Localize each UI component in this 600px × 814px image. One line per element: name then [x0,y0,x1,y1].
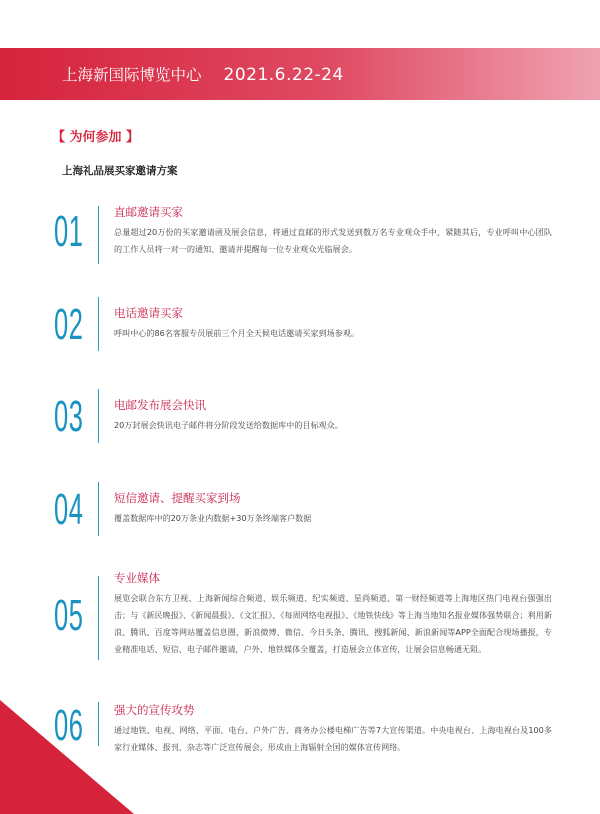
section-title: 【 为何参加 】 [52,130,140,145]
red-triangle-shape [0,700,134,814]
event-date: 2021.6.22-24 [223,65,344,85]
item-description: 呼叫中心的86名客服专员展前三个月全天候电话邀请买家到场参观。 [114,328,360,338]
item-description: 总量超过20万份的买家邀请函及展会信息，将通过直邮的形式发送到数万名专业观众手中，紧随其后，专业呼叫中心团队的工作人员将一对一的通知、邀请并提醒每一位专业观众光临展会。 [114,227,552,254]
item-description: 展览会联合东方卫视、上海新闻综合频道、娱乐频道、纪实频道、星尚频道、第一财经频道等上海地区热门电视台强强出击；与《新民晚报》、《新闻晨报》、《文汇报》、《每周网络电视报》、《地铁快线》等上海当地知名报业媒体强势联合；利用新浪、腾讯、百度等网站覆盖信息圈，新浪微博、微信、今日头条、腾讯、搜狐新闻、新浪新闻等APP全面配合现场播报，专业精准电话、短信、电子邮件邀请，户外、地铁媒体全覆盖，打造展会立体宣传，让展会信息畅通无阻。 [114,593,552,654]
item-title: 电邮发布展会快讯 [114,398,206,412]
item-description: 20万封展会快讯电子邮件将分阶段发送给数据库中的目标观众。 [114,420,343,430]
item-title: 电话邀请买家 [114,306,183,320]
item-number: 06 [54,701,84,750]
item-title: 短信邀请、提醒买家到场 [114,491,241,505]
item-title: 直邮邀请买家 [114,205,183,219]
item-number: 05 [54,591,84,640]
subtitle: 上海礼品展买家邀请方案 [62,165,178,177]
item-description: 通过地铁、电视、网络、平面、电台、户外广告、商务办公楼电梯广告等7大宣传渠道。中央电视台、上海电视台及100多家行业媒体、报刊、杂志等广泛宣传展会，形成由上海辐射全国的媒体宣传网络。 [114,725,552,752]
item-number: 04 [54,485,84,534]
venue-name: 上海新国际博览中心 [62,66,202,84]
item-number: 01 [54,207,84,256]
item-description: 覆盖数据库中的20万条业内数据+30万条终端客户数据 [114,513,312,523]
item-number: 02 [54,300,84,349]
item-title: 强大的宣传攻势 [114,703,195,717]
item-number: 03 [54,392,84,441]
item-title: 专业媒体 [114,571,160,585]
